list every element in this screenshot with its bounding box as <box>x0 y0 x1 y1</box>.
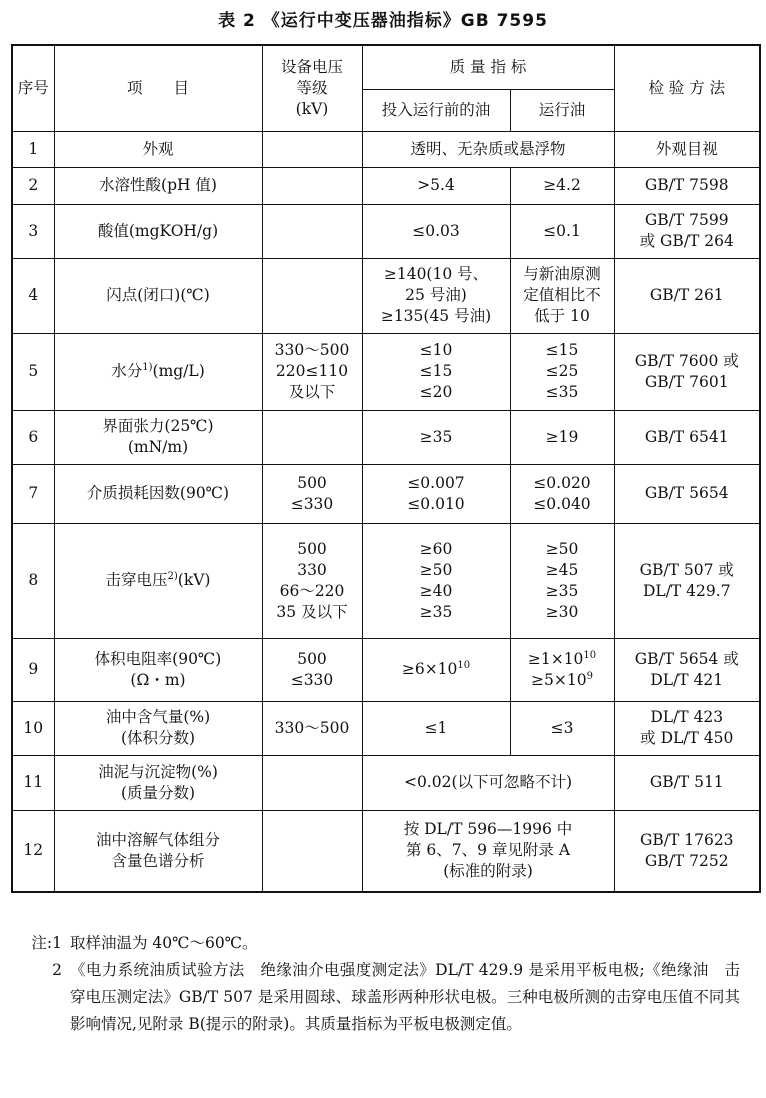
row-before: ≥35 <box>362 410 510 464</box>
row-method: GB/T 507 或 DL/T 429.7 <box>614 523 760 638</box>
running-line-2 <box>513 670 612 691</box>
row-quality-merged: 按 DL/T 596—1996 中 第 6、7、9 章见附录 A (标准的附录) <box>362 810 614 892</box>
row-voltage <box>262 258 362 333</box>
row-item <box>54 523 262 638</box>
row-running: ≤0.020 ≤0.040 <box>510 464 614 523</box>
row-no: 7 <box>12 464 54 523</box>
row-method: GB/T 7600 或 GB/T 7601 <box>614 333 760 410</box>
row-before: ≤0.03 <box>362 204 510 258</box>
row-no: 8 <box>12 523 54 638</box>
table-row <box>12 167 760 204</box>
table-row <box>12 333 760 410</box>
row-before: >5.4 <box>362 167 510 204</box>
row-no: 11 <box>12 755 54 810</box>
table-row <box>12 810 760 892</box>
note-item <box>24 957 740 1038</box>
row-before: ≤0.007 ≤0.010 <box>362 464 510 523</box>
row-running: ≥19 <box>510 410 614 464</box>
row-item: 油中溶解气体组分 含量色谱分析 <box>54 810 262 892</box>
note-text: 取样油温为 40℃～60℃。 <box>70 934 258 952</box>
row-running: 与新油原测 定值相比不 低于 10 <box>510 258 614 333</box>
table-row <box>12 131 760 167</box>
row-voltage: 500 ≤330 <box>262 638 362 701</box>
row-method: GB/T 7598 <box>614 167 760 204</box>
row-no: 10 <box>12 701 54 755</box>
table-row <box>12 701 760 755</box>
running-line-1 <box>513 649 612 670</box>
row-item: 水溶性酸(pH 值) <box>54 167 262 204</box>
row-method: DL/T 423 或 DL/T 450 <box>614 701 760 755</box>
row-voltage <box>262 755 362 810</box>
row-running: ≥50 ≥45 ≥35 ≥30 <box>510 523 614 638</box>
row-method: GB/T 261 <box>614 258 760 333</box>
footnote-ref: 2) <box>167 570 178 582</box>
row-method: GB/T 5654 <box>614 464 760 523</box>
row-item: 体积电阻率(90℃) (Ω・m) <box>54 638 262 701</box>
footnote-ref: 1) <box>142 361 153 373</box>
note-number: 2 <box>52 961 62 979</box>
row-item: 外观 <box>54 131 262 167</box>
row-quality-merged: 透明、无杂质或悬浮物 <box>362 131 614 167</box>
note-item <box>24 930 740 957</box>
note-number: 注:1 <box>31 934 62 952</box>
row-no: 5 <box>12 333 54 410</box>
row-voltage: 330～500 220≤110 及以下 <box>262 333 362 410</box>
header-no: 序号 <box>12 45 54 131</box>
value-exponent: 10 <box>457 659 471 671</box>
row-before: ≤1 <box>362 701 510 755</box>
row-voltage: 330～500 <box>262 701 362 755</box>
row-voltage <box>262 410 362 464</box>
row-running: ≤15 ≤25 ≤35 <box>510 333 614 410</box>
header-before: 投入运行前的油 <box>362 89 510 131</box>
header-quality: 质 量 指 标 <box>362 45 614 89</box>
row-item: 油泥与沉淀物(%) (质量分数) <box>54 755 262 810</box>
table-title: 表 2 《运行中变压器油指标》GB 7595 <box>218 11 548 31</box>
row-before: ≥140(10 号、 25 号油) ≥135(45 号油) <box>362 258 510 333</box>
row-method: GB/T 17623 GB/T 7252 <box>614 810 760 892</box>
row-no: 2 <box>12 167 54 204</box>
table-row <box>12 258 760 333</box>
notes-label: 注: <box>31 934 53 952</box>
row-item: 界面张力(25℃) (mN/m) <box>54 410 262 464</box>
header-voltage: 设备电压 等级 (kV) <box>262 45 362 131</box>
row-item: 介质损耗因数(90℃) <box>54 464 262 523</box>
row-voltage <box>262 167 362 204</box>
item-text: 击穿电压 <box>105 571 168 589</box>
row-voltage <box>262 204 362 258</box>
row-item <box>54 333 262 410</box>
row-method: 外观目视 <box>614 131 760 167</box>
row-no: 6 <box>12 410 54 464</box>
table-row <box>12 638 760 701</box>
row-running: ≤3 <box>510 701 614 755</box>
header-method: 检 验 方 法 <box>614 45 760 131</box>
item-text: 水分 <box>111 362 143 380</box>
table-row <box>12 755 760 810</box>
value-base: ≥6×10 <box>401 660 458 678</box>
row-voltage: 500 ≤330 <box>262 464 362 523</box>
row-running: ≥4.2 <box>510 167 614 204</box>
row-item: 油中含气量(%) (体积分数) <box>54 701 262 755</box>
row-before <box>362 638 510 701</box>
table-row <box>12 204 760 258</box>
table-row <box>12 410 760 464</box>
value-base: ≥1×10 <box>527 649 584 668</box>
row-no: 3 <box>12 204 54 258</box>
value-exponent: 10 <box>583 649 597 661</box>
row-running: ≤0.1 <box>510 204 614 258</box>
row-before: ≤10 ≤15 ≤20 <box>362 333 510 410</box>
header-running: 运行油 <box>510 89 614 131</box>
row-method: GB/T 6541 <box>614 410 760 464</box>
table-row <box>12 464 760 523</box>
row-no: 1 <box>12 131 54 167</box>
row-before: ≥60 ≥50 ≥40 ≥35 <box>362 523 510 638</box>
row-no: 4 <box>12 258 54 333</box>
row-voltage: 500 330 66～220 35 及以下 <box>262 523 362 638</box>
value-exponent: 9 <box>586 670 593 682</box>
row-no: 12 <box>12 810 54 892</box>
row-quality-merged: <0.02(以下可忽略不计) <box>362 755 614 810</box>
table-row <box>12 523 760 638</box>
row-method: GB/T 7599 或 GB/T 264 <box>614 204 760 258</box>
header-item: 项 目 <box>54 45 262 131</box>
row-item: 闪点(闭口)(℃) <box>54 258 262 333</box>
item-unit: (mg/L) <box>152 362 205 380</box>
row-voltage <box>262 131 362 167</box>
row-no: 9 <box>12 638 54 701</box>
row-method: GB/T 511 <box>614 755 760 810</box>
item-unit: (kV) <box>177 571 211 589</box>
row-running <box>510 638 614 701</box>
row-method: GB/T 5654 或 DL/T 421 <box>614 638 760 701</box>
oil-index-table <box>11 44 761 893</box>
row-item: 酸值(mgKOH/g) <box>54 204 262 258</box>
value-base: ≥5×10 <box>531 670 587 689</box>
row-voltage <box>262 810 362 892</box>
notes <box>24 930 740 1038</box>
note-text: 《电力系统油质试验方法 绝缘油介电强度测定法》DL/T 429.9 是采用平板电极;《绝缘油 击穿电压测定法》GB/T 507 是采用圆球、球盖形两种形状电极。三种电极所测的击穿电压值不同其影响情况,见附录 B(提示的附录)。其质量指标为平板电极测定值。 <box>70 961 740 1033</box>
